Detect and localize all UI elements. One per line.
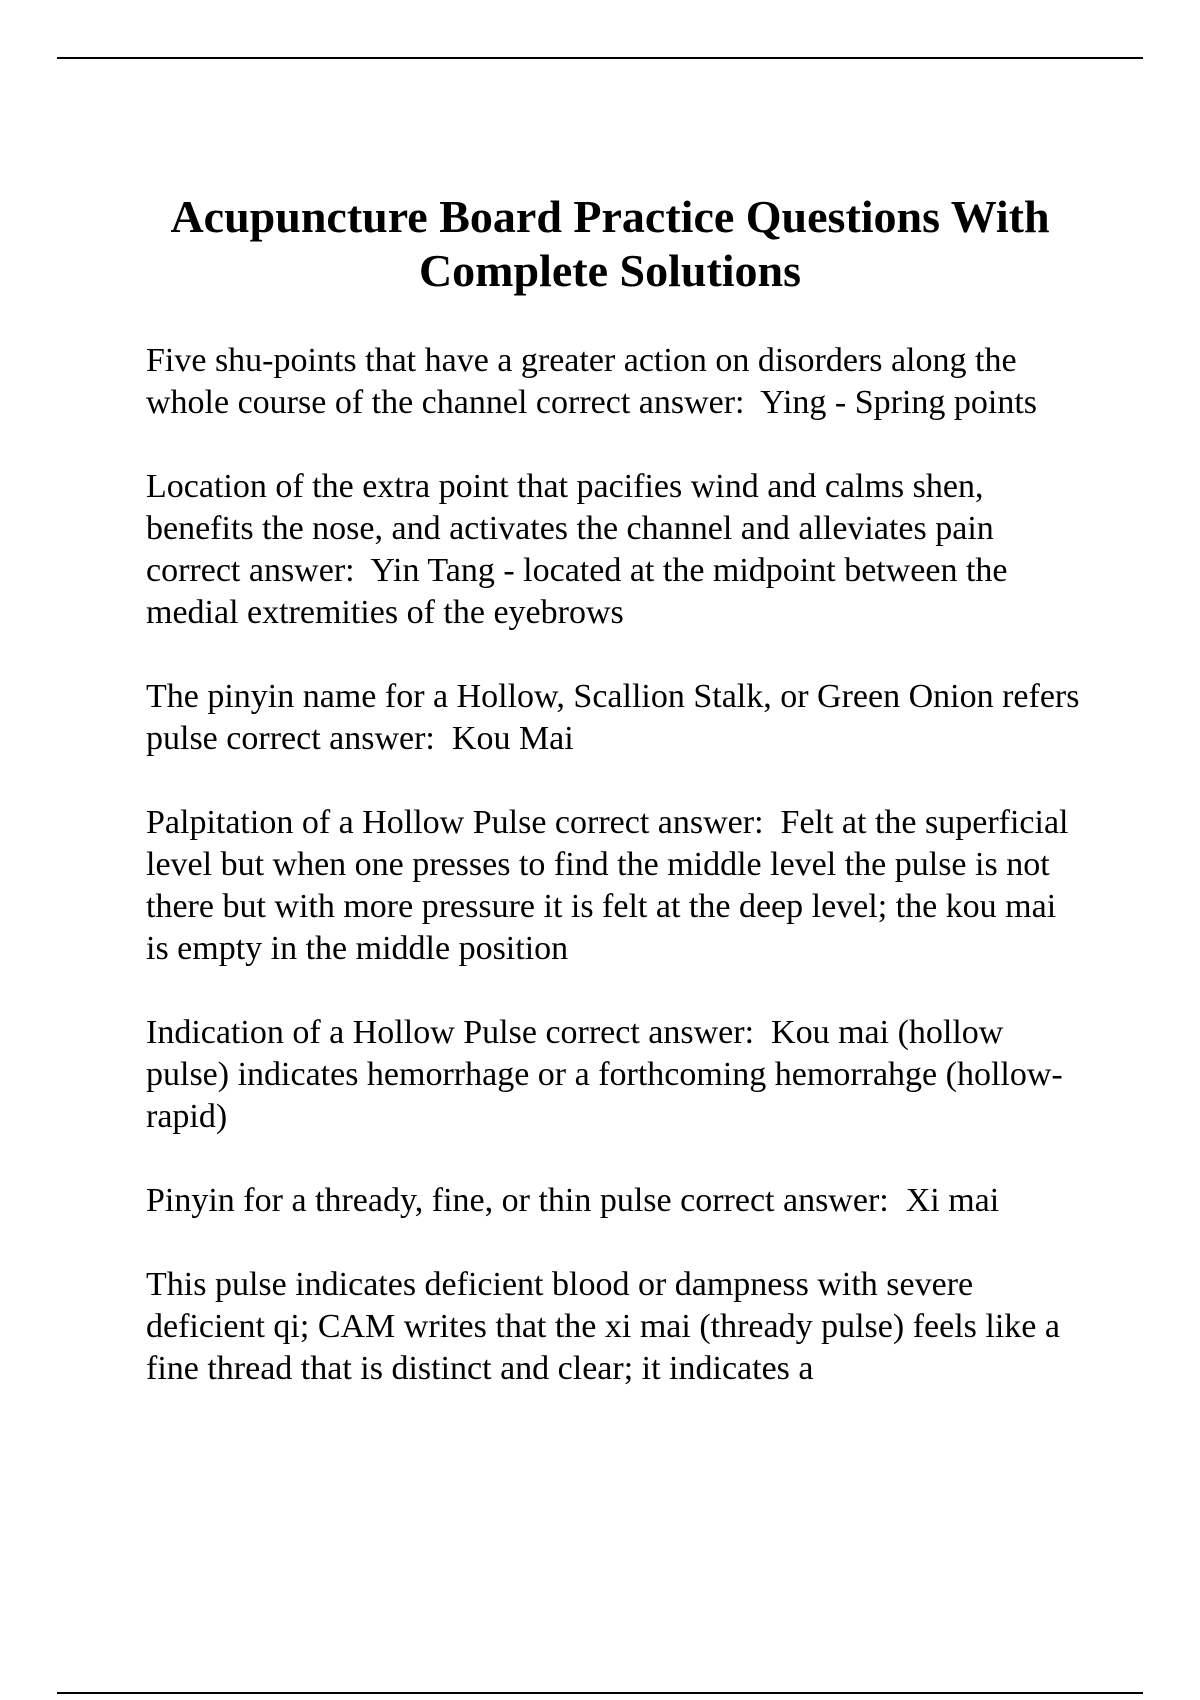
question-text: Five shu-points that have a greater action on disorders along the whole course of the channel [146,342,1017,421]
qa-item [146,340,1086,424]
question-text: Location of the extra point that pacifies wind and calms shen, benefits the nose, and activates the channel and alleviates pain [146,468,994,547]
answer-text: Xi mai [905,1182,1000,1219]
answer-text: Ying - Spring points [760,384,1038,421]
qa-item [146,1012,1086,1138]
answer-label: correct answer: [146,552,355,589]
answer-label: correct answer: [554,804,764,841]
trailing-paragraph: This pulse indicates deficient blood or dampness with severe deficient qi; CAM writes that the xi mai (thready pulse) feels like a fine thread that is distinct and clear; it indicates a [146,1266,1060,1387]
qa-item [146,802,1086,970]
answer-text: Felt at the superficial level but when one presses to find the middle level the pulse is not there but with more pressure it is felt at the deep level; the kou mai is empty in the middle position [146,804,1069,967]
answer-label: correct answer: [680,1182,889,1219]
qa-list [146,340,1086,1432]
answer-text: Kou Mai [451,720,574,757]
question-text: Palpitation of a Hollow Pulse [146,804,547,841]
qa-item [146,1180,1086,1222]
qa-item [146,466,1086,634]
answer-label: correct answer: [535,384,745,421]
answer-text: Kou mai (hollow pulse) indicates hemorrhage or a forthcoming hemorrahge (hollow-rapid) [146,1014,1063,1135]
question-text: The pinyin name for a Hollow, Scallion Stalk, or Green Onion refers pulse [146,678,1080,757]
answer-label: correct answer: [226,720,435,757]
qa-item [146,676,1086,760]
document-title: Acupuncture Board Practice Questions With Complete Solutions [170,191,1050,296]
answer-text: Yin Tang - located at the midpoint between the medial extremities of the eyebrows [146,552,1008,631]
question-text: Pinyin for a thready, fine, or thin pulse [146,1182,672,1219]
bottom-divider [57,1692,1143,1694]
question-text: Indication of a Hollow Pulse [146,1014,537,1051]
answer-label: correct answer: [545,1014,755,1051]
top-divider [57,57,1143,59]
